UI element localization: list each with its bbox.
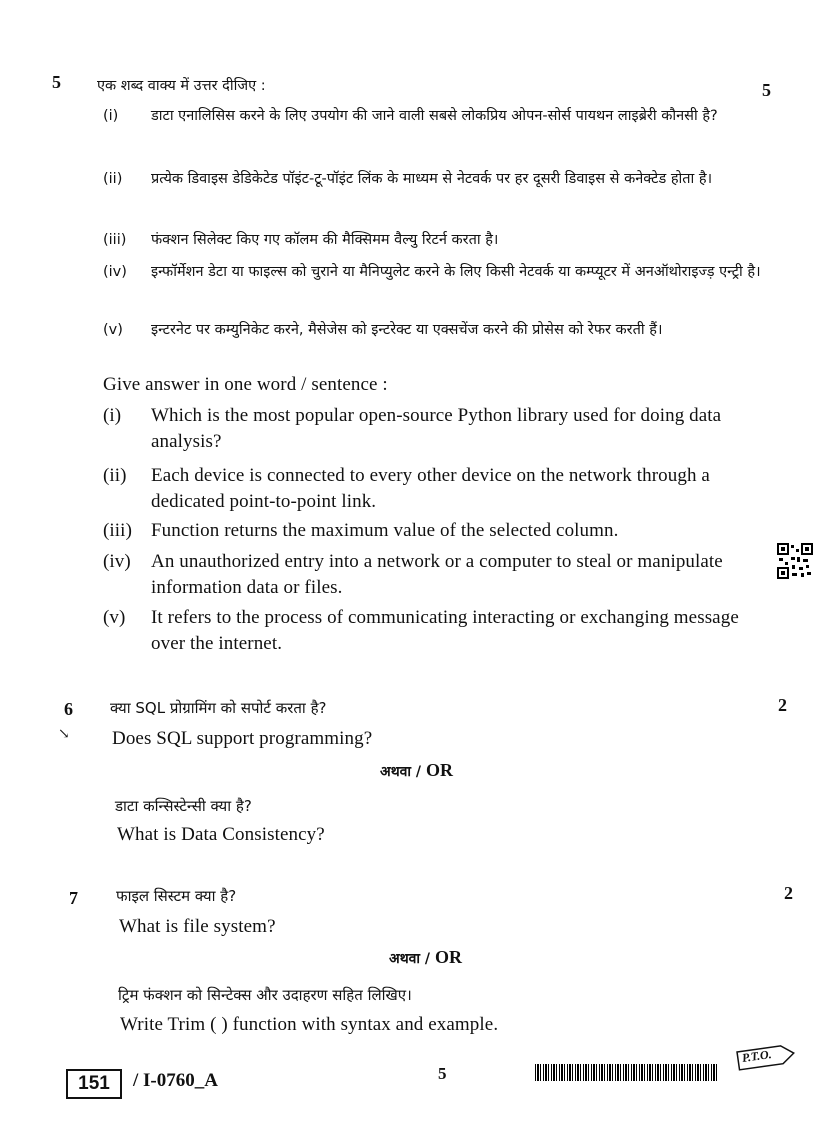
item-number: (i) [103,108,119,124]
q5-english-item [103,403,753,455]
or-english: OR [434,947,462,967]
item-number: (iii) [103,520,132,541]
q6-english-alternative: What is Data Consistency? [117,824,325,845]
tick-mark-icon: ↘ [58,727,70,742]
q5-hindi-item [103,167,763,191]
q6-or-separator: अथवा / OR [380,760,453,780]
pto-label: P.T.O. [741,1047,773,1066]
item-text: फंक्शन सिलेक्ट किए गए कॉलम की मैक्सिमम वैल्यु रिटर्न करता है। [151,232,499,248]
q5-english-item [103,518,753,544]
q5-hindi-item [103,104,743,128]
q5-hindi-item [103,318,763,342]
page-number: 5 [438,1064,447,1083]
item-number: (iv) [103,551,131,572]
q6-number: 6 [64,699,73,719]
or-english: OR [425,760,453,780]
q7-hindi-question: फाइल सिस्टम क्या है? [116,887,237,905]
paper-code: / I-0760_A [133,1070,218,1091]
q5-english-item [103,605,753,657]
paper-code-box: 151 [66,1069,122,1099]
item-number: (i) [103,405,122,426]
q6-english-question: Does SQL support programming? [112,728,373,749]
q5-english-instruction: Give answer in one word / sentence : [103,374,388,395]
q5-marks: 5 [762,80,771,100]
or-hindi: अथवा [389,951,421,967]
q6-hindi-alternative: डाटा कन्सिस्टेन्सी क्या है? [115,797,252,815]
item-text: इन्फॉर्मेशन डेटा या फाइल्स को चुराने या मैनिप्युलेट करने के लिए किसी नेटवर्क या कम्प्यूटर में अनऑथोराइज्ड़ एन्ट्री है। [151,264,761,280]
item-text: प्रत्येक डिवाइस डेडिकेटेड पॉइंट-टू-पॉइंट लिंक के माध्यम से नेटवर्क पर हर दूसरी डिवाइस से कनेक्टेड होता है। [151,171,713,187]
q5-english-item [103,549,753,601]
q6-marks: 2 [778,695,787,715]
item-number: (iv) [103,264,127,280]
item-number: (v) [103,322,123,338]
q5-english-item [103,463,753,515]
item-number: (ii) [103,171,123,187]
item-text: इन्टरनेट पर कम्युनिकेट करने, मैसेजेस को इन्टरेक्ट या एक्सचेंज करने की प्रोसेस को रेफर करती हैं। [151,322,663,338]
q5-number: 5 [52,72,61,92]
pto-stamp [736,1040,796,1074]
qr-code-icon [777,543,813,579]
q5-hindi-instruction: एक शब्द वाक्य में उत्तर दीजिए : [97,78,266,94]
q7-english-alternative: Write Trim ( ) function with syntax and example. [120,1014,499,1035]
q7-marks: 2 [784,883,793,903]
item-number: (iii) [103,232,127,248]
item-text: Function returns the maximum value of the selected column. [151,520,619,541]
q7-english-question: What is file system? [119,916,276,937]
q5-hindi-item [103,260,763,284]
barcode-icon [535,1064,717,1081]
item-text: It refers to the process of communicating interacting or exchanging message over the internet. [151,607,739,654]
q7-or-separator: अथवा / OR [389,947,462,967]
item-number: (ii) [103,465,127,486]
item-number: (v) [103,607,126,628]
q7-number: 7 [69,888,78,908]
q6-hindi-question: क्या SQL प्रोग्रामिंग को सपोर्ट करता है? [110,699,327,717]
q5-hindi-item [103,228,763,252]
item-text: Each device is connected to every other device on the network through a dedicated point-to-point link. [151,465,710,512]
item-text: An unauthorized entry into a network or a computer to steal or manipulate information data or files. [151,551,723,598]
item-text: Which is the most popular open-source Python library used for doing data analysis? [151,405,722,452]
item-text: डाटा एनालिसिस करने के लिए उपयोग की जाने वाली सबसे लोकप्रिय ओपन-सोर्स पायथन लाइब्रेरी कौनसी है? [151,108,718,124]
or-hindi: अथवा [380,764,412,780]
q7-hindi-alternative: ट्रिम फंक्शन को सिन्टेक्स और उदाहरण सहित लिखिए। [118,986,412,1004]
